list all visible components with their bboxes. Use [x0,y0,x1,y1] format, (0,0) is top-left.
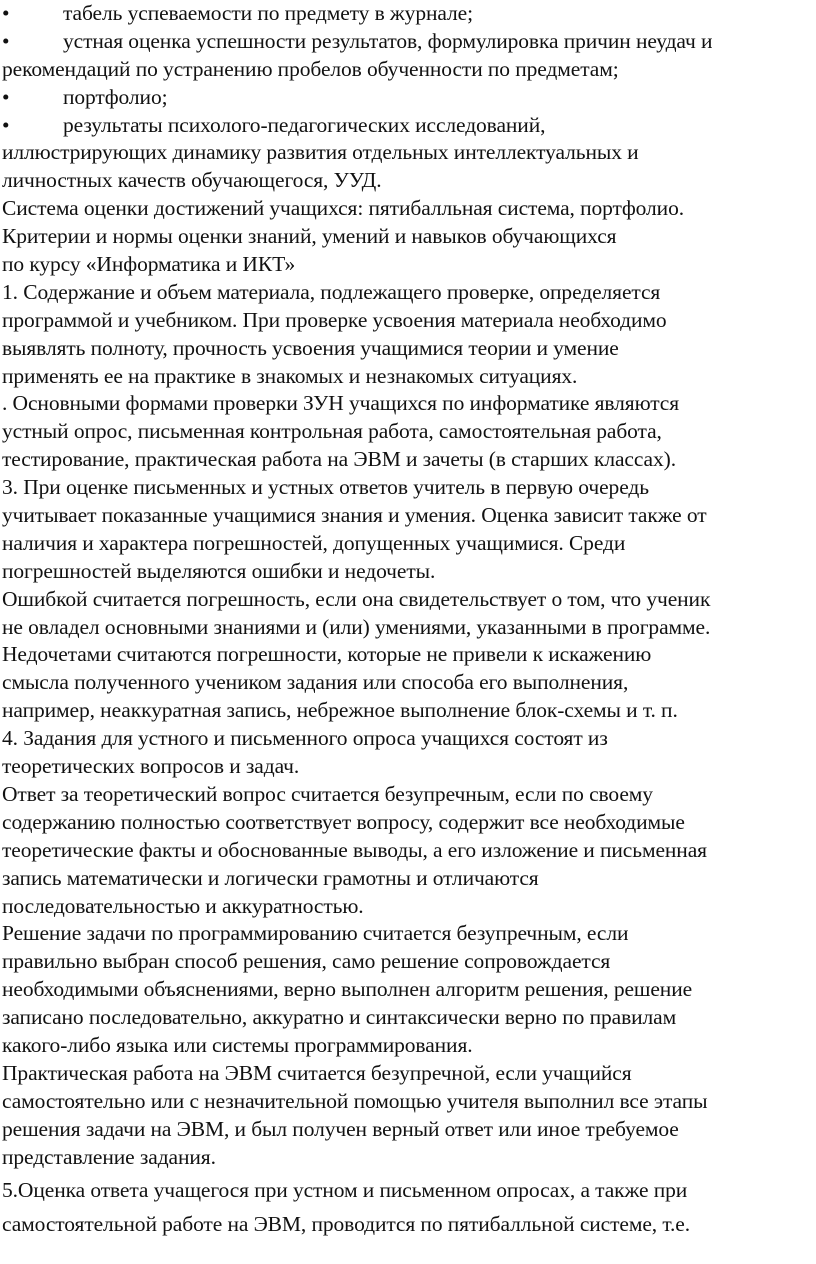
body-line: смысла полученного учеником задания или способа его выполнения, [2,670,629,695]
body-line: 1. Содержание и объем материала, подлежащего проверке, определяется [2,279,661,304]
body-line: 3. При оценке письменных и устных ответов учитель в первую очередь [2,475,649,500]
bullet-text: результаты психолого-педагогических исследований, [63,112,546,137]
body-line: Практическая работа на ЭВМ считается безупречной, если учащийся [2,1060,632,1085]
body-line: представление задания. [2,1144,216,1169]
section-heading: Критерии и нормы оценки знаний, умений и навыков обучающихся [2,224,617,249]
body-line: например, неаккуратная запись, небрежное выполнение блок-схемы и т. п. [2,698,678,723]
bullet-text: табель успеваемости по предмету в журнале; [63,1,473,25]
section-heading: по курсу «Информатика и ИКТ» [2,252,296,277]
body-line: записано последовательно, аккуратно и синтаксически верно по правилам [2,1005,677,1030]
bullet-continuation: иллюстрирующих динамику развития отдельных интеллектуальных и [2,140,639,165]
bullet-marker: • [2,1,10,25]
body-line: тестирование, практическая работа на ЭВМ и зачеты (в старших классах). [2,447,676,472]
body-line: Решение задачи по программированию считается безупречным, если [2,921,629,946]
bullet-continuation: рекомендаций по устранению пробелов обученности по предметам; [2,56,619,81]
bullet-marker: • [2,84,10,109]
bullet-item [2,112,816,140]
body-line: теоретические факты и обоснованные выводы, а его изложение и письменная [2,837,707,862]
body-line: применять ее на практике в знакомых и незнакомых ситуациях. [2,363,578,388]
body-line: какого-либо языка или системы программирования. [2,1032,473,1057]
body-line: содержанию полностью соответствует вопросу, содержит все необходимые [2,809,685,834]
bullet-item [2,84,816,112]
body-line: Ошибкой считается погрешность, если она свидетельствует о том, что ученик [2,586,711,611]
bullet-item [2,28,816,56]
body-line: погрешностей выделяются ошибки и недочеты. [2,558,436,583]
body-line: не овладел основными знаниями и (или) умениями, указанными в программе. [2,614,711,639]
body-line: учитывает показанные учащимися знания и умения. Оценка зависит также от [2,503,707,528]
bullet-continuation: личностных качеств обучающегося, УУД. [2,168,382,193]
body-line: самостоятельно или с незначительной помощью учителя выполнил все этапы [2,1088,708,1113]
body-line: устный опрос, письменная контрольная работа, самостоятельная работа, [2,419,662,444]
body-line: наличия и характера погрешностей, допущенных учащимися. Среди [2,530,626,555]
body-line: правильно выбран способ решения, само решение сопровождается [2,949,611,974]
bullet-text: устная оценка успешности результатов, формулировка причин неудач и [63,28,713,53]
body-line: необходимыми объяснениями, верно выполнен алгоритм решения, решение [2,977,693,1002]
bullet-marker: • [2,28,10,53]
body-line: Ответ за теоретический вопрос считается безупречным, если по своему [2,781,653,806]
body-line: запись математически и логически грамотны и отличаются [2,865,539,890]
body-line: выявлять полноту, прочность усвоения учащимися теории и умение [2,335,619,360]
body-line: 5.Оценка ответа учащегося при устном и письменном опросах, а также при [2,1178,688,1203]
body-line: решения задачи на ЭВМ, и был получен верный ответ или иное требуемое [2,1116,679,1141]
bullet-text: портфолио; [63,84,168,109]
body-line: теоретических вопросов и задач. [2,754,300,779]
body-line: . Основными формами проверки ЗУН учащихся по информатике являются [2,391,680,416]
body-line: программой и учебником. При проверке усвоения материала необходимо [2,307,667,332]
body-line: Недочетами считаются погрешности, которые не привели к искажению [2,642,652,667]
body-line: 4. Задания для устного и письменного опроса учащихся состоят из [2,726,608,751]
body-line: последовательностью и аккуратностью. [2,893,364,918]
body-line: Система оценки достижений учащихся: пятибалльная система, портфолио. [2,196,684,221]
bullet-item [2,0,816,28]
body-line: самостоятельной работе на ЭВМ, проводится по пятибалльной системе, т.е. [2,1212,691,1237]
bullet-marker: • [2,112,10,137]
